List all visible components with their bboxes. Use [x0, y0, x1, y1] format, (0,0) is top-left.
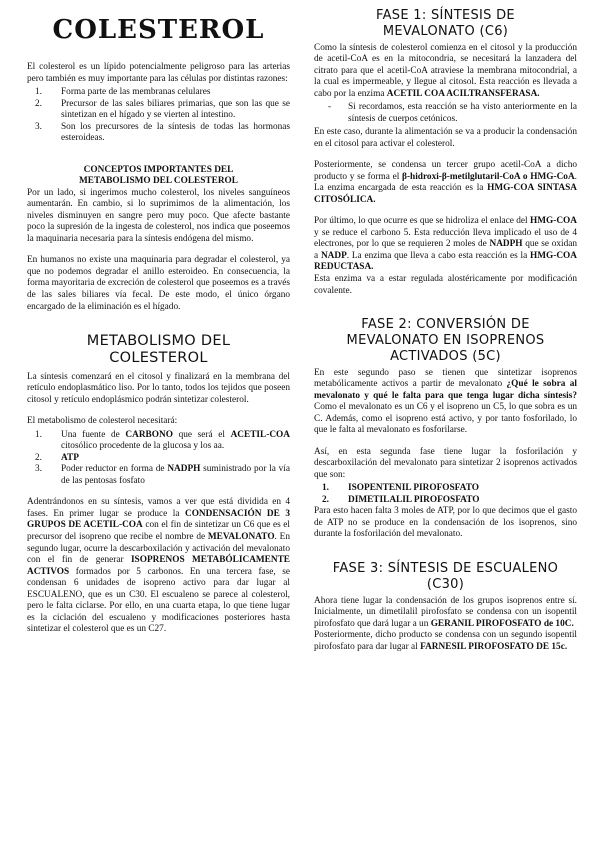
fase1-heading: FASE 1: SÍNTESIS DE MEVALONATO (C6): [376, 8, 515, 39]
concepts-paragraph-2: En humanos no existe una maquinaria para degradar el colesterol, ya que no podemos degradar el anillo esteroideo. En consecuencia, la forma mayoritaria de excreción de colesterol que poseemos es a través de las sales biliares vía fecal. De este modo, el único órgano encargado de la eliminación es el hígado.: [27, 255, 290, 312]
list-item: 3. Poder reductor en forma de NADPH suministrado por la vía de las pentosas fosfato: [35, 464, 290, 486]
metabolism-heading: METABOLISMO DEL COLESTEROL: [86, 333, 231, 367]
list-text: Forma parte de las membranas celulares: [61, 87, 211, 98]
list-item: [27, 122, 290, 145]
left-column: [27, 8, 290, 636]
fase1-note-list: [314, 102, 577, 125]
fase1-paragraph-1: Como la síntesis de colesterol comienza en el citosol y la producción de acetil-CoA es en la mitocondria, se necesitará la lanzadera del citrato para que el acetil-CoA atraviese la membrana mitocondrial, a la cual es impermeable, y llegue al citosol. Esta reacción es llevada a cabo por la enzima ACETIL COA ACILTRANSFERASA.: [314, 42, 577, 99]
fase1-paragraph-5: Esta enzima va a estar regulada alostéricamente por modificación covalente.: [314, 274, 577, 296]
list-text: Son los precursores de la síntesis de todas las hormonas esteroideas.: [61, 121, 290, 144]
list-item: 1. Una fuente de CARBONO que será el ACETIL-COA citosólico procedente de la glucosa y los aa.: [35, 429, 290, 452]
fase2-heading: FASE 2: CONVERSIÓN DE MEVALONATO EN ISOPRENOS ACTIVADOS (5C): [346, 317, 545, 364]
fase2-paragraph-2: Así, en esta segunda fase tiene lugar la fosforilación y descarboxilación del mevalonato para sintetizar 2 isoprenos activados que son:: [314, 446, 577, 480]
fase1-paragraph-2: En este caso, durante la alimentación se va a producir la condensación en el citosol para activar el colesterol.: [314, 127, 577, 149]
list-number: 2.: [35, 98, 42, 109]
metabolism-needs-intro: El metabolismo de colesterol necesitará:: [27, 416, 178, 427]
fase2-paragraph-3: Para esto hacen falta 3 moles de ATP, por lo que decimos que el gasto de ATP no se produce en la condensación de los isoprenos, sino durante la fosforilación del mevalonato.: [314, 506, 577, 540]
fase2-paragraph-1: En este segundo paso se tienen que sintetizar isoprenos metabólicamente activos a partir de mevalonato ¿Qué le sobra al mevalonato y qué le falta para que tenga lugar dicha síntesis? Como el mevalonato es un C6 y el isopreno un C5, lo que sobra es un C. Además, como el isopreno está activo, y por tanto fosforilado, lo que le falta al mevalonato es fosforilarse.: [314, 367, 577, 436]
intro-paragraph: El colesterol es un lípido potencialmente peligroso para las arterias pero también es muy importante para las células por distintas razones:: [27, 62, 290, 84]
concepts-heading: CONCEPTOS IMPORTANTES DEL METABOLISMO DEL COLESTEROL: [79, 164, 238, 187]
fase1-paragraph-4: Por último, lo que ocurre es que se hidroliza el enlace del HMG-COA y se reduce el carbono 5. Esta reducción lleva implicado el uso de 4 electrones, por lo que se requieren 2 moles de NADPH que se oxidan a NADP. La enzima que lleva a cabo esta reacción es la HMG-COA REDUCTASA.: [314, 216, 578, 273]
page-title: COLESTEROL: [52, 15, 265, 45]
list-item: - Si recordamos, esta reacción se ha visto anteriormente en la síntesis de cuerpos cetónicos.: [328, 102, 577, 124]
intro-list: [27, 87, 290, 145]
fase1-paragraph-3: Posteriormente, se condensa un tercer grupo acetil-CoA a dicho producto y se forma el β-hidroxi-β-metilglutaril-CoA o HMG-CoA. La enzima encargada de esta reacción es la HMG-COA SINTASA CITOSÓLICA.: [314, 160, 577, 205]
fase3-heading: FASE 3: SÍNTESIS DE ESCUALENO (C30): [332, 560, 559, 592]
fase3-paragraph-2: Posteriormente, dicho producto se condensa con un segundo isopentil pirofosfato para dar lugar al FARNESIL PIROFOSFATO DE 15c.: [314, 630, 577, 652]
right-column: [314, 8, 577, 653]
list-number: 3.: [35, 121, 42, 132]
fase2-isoprene-list: [314, 483, 577, 506]
fase3-paragraph-1: Ahora tiene lugar la condensación de los grupos isoprenos entre sí. Inicialmente, un dimetilalil pirofosfato se condensa con un isopentil pirofosfato que dará lugar a un GERANIL PIROFOSFATO de 10C.: [314, 595, 577, 629]
metabolism-needs-list: [27, 430, 290, 488]
list-item: [27, 99, 290, 122]
concepts-paragraph-1: Por un lado, si ingerimos mucho colesterol, los niveles sanguíneos aumentarán. En cambio, si lo suprimimos de la alimentación, los niveles disminuyen en sangre pero muy poco. Que afecte bastante poco la supresión de la ingesta de colesterol, nos indica que poseemos la maquinaria necesaria para la síntesis endógena del mismo.: [27, 187, 290, 244]
list-item: [27, 87, 290, 99]
list-item: 1. ISOPENTENIL PIROFOSFATO: [322, 483, 479, 494]
list-number: 1.: [35, 87, 42, 98]
list-item: 2. ATP: [35, 452, 79, 463]
metabolism-paragraph-1: La síntesis comenzará en el citosol y finalizará en la membrana del retículo endoplasmático liso. Por lo tanto, todos los tejidos que poseen citosol y retículo endoplásmico podrán sintetizar colesterol.: [27, 371, 290, 405]
metabolism-paragraph-2: Adentrándonos en su síntesis, vamos a ver que está dividida en 4 fases. En primer lugar se produce la CONDENSACIÓN DE 3 GRUPOS DE ACETIL-COA con el fin de sintetizar un C6 que es el precursor del isopreno que recibe el nombre de MEVALONATO. En segundo lugar, ocurre la descarboxilación y activación del mevalonato con el fin de generar ISOPRENOS METABÓLICAMENTE ACTIVOS formados por 5 carbonos. En una tercera fase, se condensan 6 unidades de isopreno activo para dar lugar al ESCUALENO, que es un C30. El escualeno se parece al colesterol, pero le falta ciclarse. Por ello, en una cuarta etapa, lo que tiene lugar es la ciclación del escualeno y modificaciones posteriores hasta sintetizar el colesterol que es un C27.: [27, 497, 291, 635]
list-item: 2. DIMETILALIL PIROFOSFATO: [322, 494, 480, 505]
list-text: Precursor de las sales biliares primarias, que son las que se sintetizan en el hígado y se vierten al intestino.: [61, 98, 290, 121]
